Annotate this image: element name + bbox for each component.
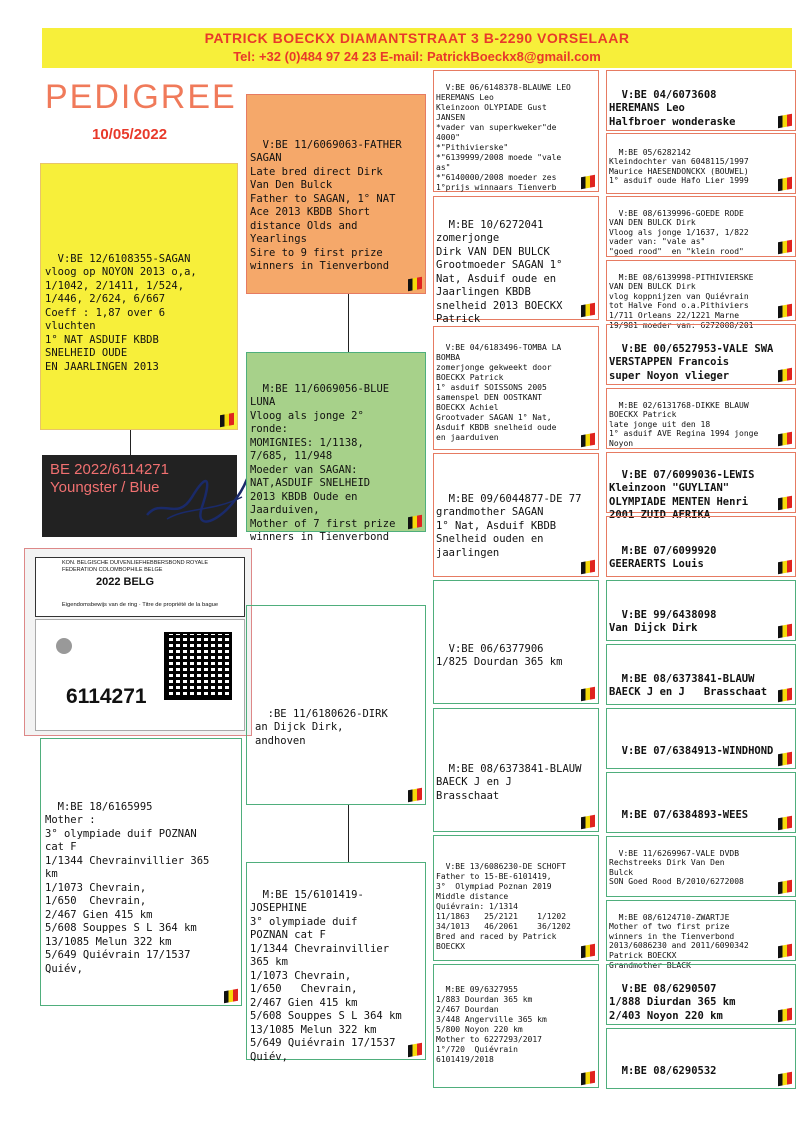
gggp-box-13 [606, 836, 796, 897]
belgian-flag-icon [220, 413, 234, 427]
gggp-text: M:BE 02/6131768-DIKKE BLAUW BOECKX Patrick late jonge uit den 18 1° asduif AVE Regina 1994 jonge Noyon [609, 400, 759, 448]
belgian-flag-icon [778, 177, 792, 191]
gggp-box-10 [606, 644, 796, 705]
belgian-flag-icon [224, 989, 238, 1003]
ring-ownership-card [24, 548, 252, 736]
belgian-flag-icon [778, 688, 792, 702]
gggp-box-16 [606, 1028, 796, 1089]
gggp-box-7 [606, 452, 796, 521]
gggp-text: M:BE 08/6139998-PITHIVIERSKE VAN DEN BULCK Dirk vlog koppnijzen van Quiévrain tot Halve Fond o.a.Pithiviers 1/711 Orleans 22/1221 Marne 19/981 moeder van: 6272008/201 [609, 272, 754, 330]
gggp-box-15 [606, 964, 796, 1025]
belgian-flag-icon [581, 944, 595, 958]
belgian-flag-icon [778, 114, 792, 128]
gggp-text: V:BE 00/6527953-VALE SWA VERSTAPPEN Francois super Noyon vlieger [609, 342, 774, 382]
belgian-flag-icon [778, 624, 792, 638]
granddam-paternal-text: M:BE 11/6069056-BLUE LUNA Vloog als jonge 2° ronde: MOMIGNIES: 1/1138, 7/685, 11/948 Moeder van SAGAN: NAT,ASDUIF SNELHEID 2013 KBDB Oude en Jaarduiven, Mother of 7 first prize winners in Tienverbond [250, 382, 396, 543]
ggp-text: V:BE 06/6148378-BLAUWE LEO HEREMANS Leo Kleinzoon OLYPIADE Gust JANSEN *vader van superkweker"de 4000" *"Pithivierske" *"6139999/2008 moede "vale as" *"6140000/2008 moeder zes 1°prijs winnaars Tienverb [436, 83, 571, 192]
gggp-box-11 [606, 708, 796, 769]
belgian-flag-icon [778, 432, 792, 446]
gggp-text: M:BE 07/6099920 GEERAERTS Louis [609, 544, 717, 570]
ring-hole [56, 638, 72, 654]
gggp-text: V:BE 07/6384913-WINDHOND [621, 744, 774, 757]
ggp-text: V:BE 06/6377906 1/825 Dourdan 365 km [436, 642, 563, 668]
gggp-text: M:BE 08/6124710-ZWARTJE Mother of two first prize winners in the Tienverbond 2013/6086230 and 2011/6090342 Patrick BOECKX Grandmother BLACK [609, 912, 749, 970]
ggp-box-7 [433, 835, 599, 961]
belgian-flag-icon [778, 496, 792, 510]
gggp-text: M:BE 07/6384893-WEES [621, 808, 749, 821]
gggp-text: V:BE 99/6438098 Van Dijck Dirk [609, 608, 717, 634]
gggp-box-2 [606, 133, 796, 194]
gggp-box-9 [606, 580, 796, 641]
page-title: PEDIGREE [45, 78, 237, 116]
belgian-flag-icon [778, 240, 792, 254]
belgian-flag-icon [778, 368, 792, 382]
belgian-flag-icon [581, 815, 595, 829]
ggp-text: M:BE 10/6272041 zomerjonge Dirk VAN DEN BULCK Grootmoeder SAGAN 1° Nat, Asduif oude en Jaarlingen KBDB snelheid 2013 BOECKX Patrick [436, 218, 563, 325]
ggp-box-1 [433, 70, 599, 192]
belgian-flag-icon [581, 433, 595, 447]
gggp-box-4 [606, 260, 796, 330]
belgian-flag-icon [778, 304, 792, 318]
connector-line [130, 430, 131, 455]
gggp-text: V:BE 04/6073608 HEREMANS Leo Halfbroer wonderaske [609, 88, 736, 128]
grandsire-maternal-text: :BE 11/6180626-DIRK an Dijck Dirk, andhoven [255, 707, 388, 747]
belgian-flag-icon [581, 687, 595, 701]
ggp-box-5 [433, 580, 599, 704]
belgian-flag-icon [581, 175, 595, 189]
father-text: V:BE 12/6108355-SAGAN vloog op NOYON 2013 o,a, 1/1042, 2/1411, 1/524, 1/446, 2/624, 6/667 Coeff : 1,87 over 6 vluchten 1° NAT ASDUIF KBDB SNELHEID OUDE EN JAARLINGEN 2013 [45, 252, 197, 373]
belgian-flag-icon [778, 1072, 792, 1086]
ggp-box-2 [433, 196, 599, 325]
gggp-text: V:BE 08/6290507 1/888 Diurdan 365 km 2/403 Noyon 220 km [609, 982, 736, 1022]
pigeon-photo [42, 455, 237, 537]
ggp-box-6 [433, 708, 599, 832]
belgian-flag-icon [581, 303, 595, 317]
ggp-box-8 [433, 964, 599, 1088]
ring-year-country: 2022 BELG [96, 576, 155, 588]
gggp-box-14 [606, 900, 796, 970]
grandsire-maternal-box [246, 605, 426, 805]
belgian-flag-icon [778, 816, 792, 830]
belgian-flag-icon [778, 1008, 792, 1022]
ggp-text: V:BE 13/6086230-DE SCHOFT Father to 15-BE-6101419, 3° Olympiad Poznan 2019 Middle distance Quiévrain: 1/1314 11/1863 25/2121 1/1202 34/1013 46/2061 36/1202 Bred and raced by Patrick BOECKX [436, 862, 571, 951]
belgian-flag-icon [581, 560, 595, 574]
ggp-text: M:BE 08/6373841-BLAUW BAECK J en J Brasschaat [436, 762, 582, 802]
gggp-text: M:BE 08/6373841-BLAUW BAECK J en J Brasschaat [609, 672, 768, 698]
grandsire-paternal-box [246, 94, 426, 294]
qr-code-icon [164, 632, 232, 700]
gggp-box-1 [606, 70, 796, 131]
belgian-flag-icon [778, 560, 792, 574]
ggp-text: V:BE 04/6183496-TOMBA LA BOMBA zomerjonge gekweekt door BOECKX Patrick 1° asduif SOISSONS 2005 samenspel DEN OOSTKANT BOECKX Achiel Grootvader SAGAN 1° Nat, Asduif KBDB snelheid oude en jaarduiven [436, 343, 562, 442]
ring-number: 6114271 [66, 685, 147, 708]
gggp-box-8 [606, 516, 796, 577]
gggp-text: M:BE 05/6282142 Kleindochter van 6048115/1997 Maurice HAESENDONCKX (BOUWEL) 1° asduif oude Hafo Lier 1999 [609, 147, 749, 186]
ggp-box-4 [433, 453, 599, 577]
header-banner [42, 28, 792, 68]
breeder-contact: Tel: +32 (0)484 97 24 23 E-mail: PatrickBoeckx8@gmail.com [233, 49, 601, 64]
belgian-flag-icon [778, 880, 792, 894]
belgian-flag-icon [581, 1071, 595, 1085]
father-box [40, 163, 238, 430]
granddam-maternal-text: M:BE 15/6101419- JOSEPHINE 3° olympiade duif POZNAN cat F 1/1344 Chevrainvillier 365 km 1/1073 Chevrain, 1/650 Chevrain, 2/467 Gien 415 km 5/608 Souppes S L 364 km 13/1085 Melun 322 km 5/649 Quiévrain 17/1537 Quiév, [250, 888, 402, 1063]
connector-line [348, 805, 349, 862]
belgian-flag-icon [778, 944, 792, 958]
belgian-flag-icon [778, 752, 792, 766]
breeder-address: PATRICK BOECKX DIAMANTSTRAAT 3 B-2290 VORSELAAR [204, 30, 630, 46]
gggp-text: V:BE 07/6099036-LEWIS Kleinzoon "GUYLIAN" OLYMPIADE MENTEN Henri 2001 ZUID AFRIKA [609, 468, 755, 521]
granddam-maternal-box [246, 862, 426, 1063]
mother-text: M:BE 18/6165995 Mother : 3° olympiade duif POZNAN cat F 1/1344 Chevrainvillier 365 km 1/1073 Chevrain, 1/650 Chevrain, 2/467 Gien 415 km 5/608 Souppes S L 364 km 13/1085 Melun 322 km 5/649 Quiévrain 17/1537 Quiév, [45, 800, 210, 975]
gggp-box-12 [606, 772, 796, 833]
belgian-flag-icon [408, 277, 422, 291]
gggp-box-6 [606, 388, 796, 449]
ring-subtitle: Eigendomsbewijs van de ring · Titre de propriété de la bague [61, 602, 219, 608]
pedigree-date: 10/05/2022 [92, 126, 168, 143]
grandsire-paternal-text: V:BE 11/6069063-FATHER SAGAN Late bred direct Dirk Van Den Bulck Father to SAGAN, 1° NAT Ace 2013 KBDB Short distance Olds and Yearlings Sire to 9 first prize winners in Tienverbond [250, 138, 402, 272]
granddam-paternal-box [246, 352, 426, 543]
belgian-flag-icon [408, 1043, 422, 1057]
connector-line [348, 294, 349, 352]
ggp-text: M:BE 09/6044877-DE 77 grandmother SAGAN 1° Nat, Asduif KBDB Snelheid ouden en jaarlingen [436, 492, 582, 559]
belgian-flag-icon [408, 515, 422, 529]
ring-number-label: BE 2022/6114271 [50, 461, 169, 478]
ggp-box-3 [433, 326, 599, 450]
gggp-box-5 [606, 324, 796, 385]
mother-box [40, 738, 242, 1006]
gggp-box-3 [606, 196, 796, 257]
pigeon-description: Youngster / Blue [50, 479, 160, 496]
gggp-text: V:BE 08/6139996-GOEDE RODE VAN DEN BULCK Dirk Vloog als jonge 1/1637, 1/822 vader van: "vale as" "goed rood" en "klein rood" [609, 208, 749, 256]
ring-org: KON. BELGISCHE DUIVENLIEFHEBBERSBOND ROYALE FEDERATION COLOMBOPHILE BELGE [62, 560, 208, 573]
signature-icon [142, 467, 252, 527]
gggp-text: V:BE 11/6269967-VALE DVDB Rechstreeks Dirk Van Den Bulck SON Goed Rood B/2010/6272008 [609, 848, 744, 887]
gggp-text: M:BE 08/6290532 [621, 1064, 717, 1077]
ggp-text: M:BE 09/6327955 1/883 Dourdan 365 km 2/467 Dourdan 3/448 Angerville 365 km 5/800 Noyon 220 km Mother to 6227293/2017 1°/720 Quiévrain 6101419/2018 [436, 985, 547, 1064]
belgian-flag-icon [408, 788, 422, 802]
